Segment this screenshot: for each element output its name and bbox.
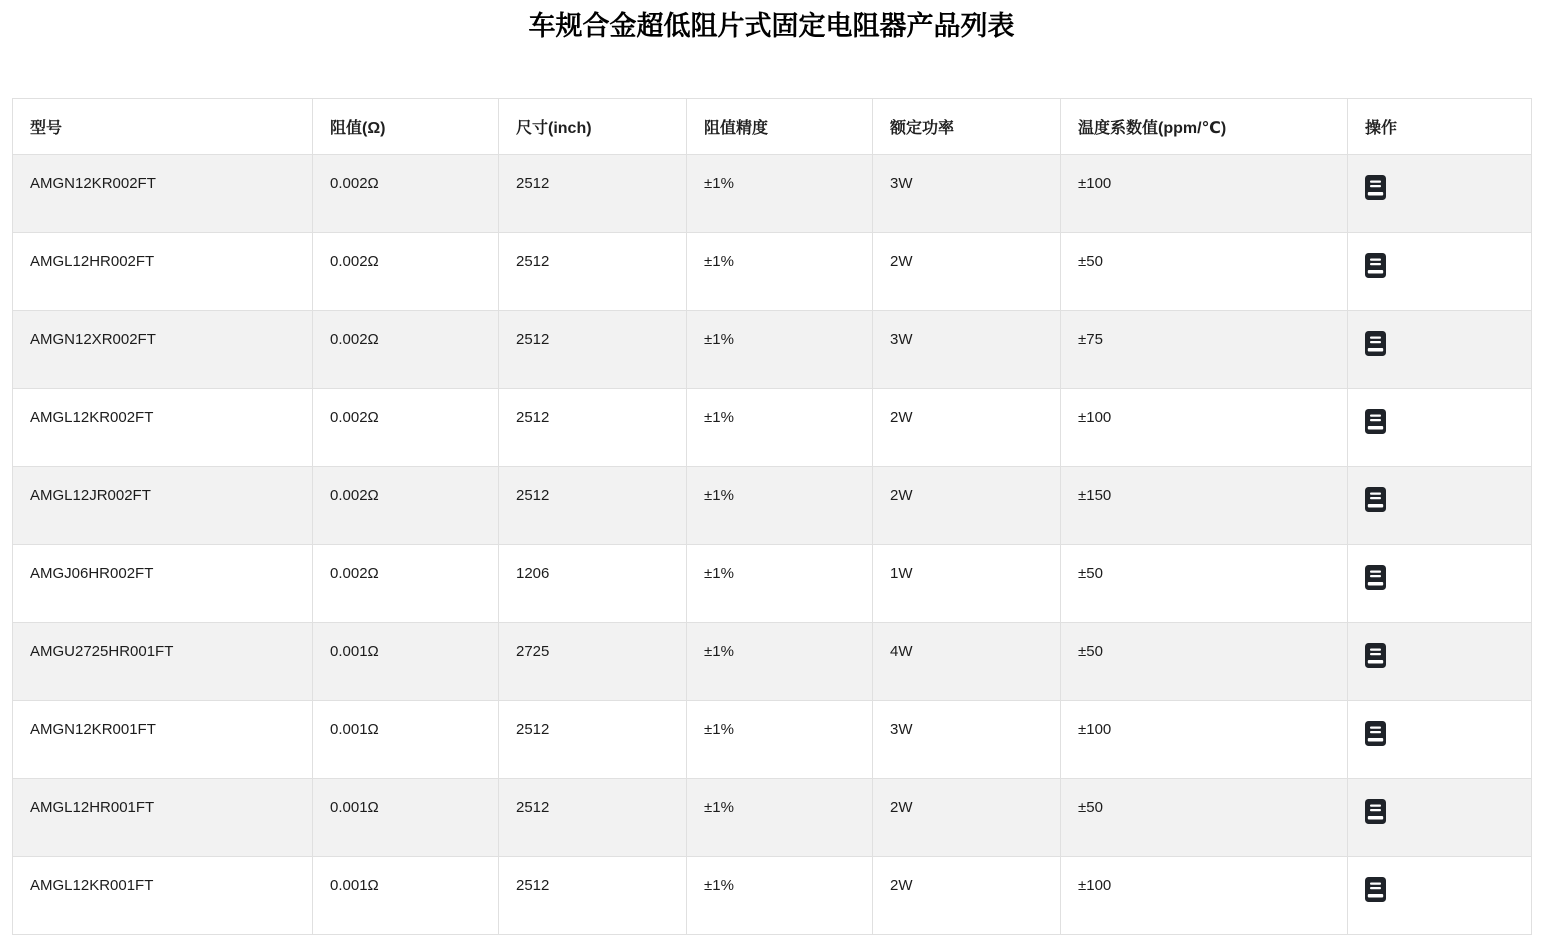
column-header-power: 额定功率 [873, 99, 1061, 155]
cell-action [1348, 701, 1532, 779]
table-row [13, 857, 1532, 935]
cell-resistance: 0.002Ω [313, 545, 499, 623]
view-detail-button[interactable] [1365, 253, 1386, 278]
cell-resistance: 0.001Ω [313, 779, 499, 857]
cell-model: AMGJ06HR002FT [13, 545, 313, 623]
cell-size: 2512 [499, 389, 687, 467]
cell-precision: ±1% [687, 545, 873, 623]
book-icon [1365, 409, 1386, 434]
cell-model: AMGL12KR001FT [13, 857, 313, 935]
column-header-size: 尺寸(inch) [499, 99, 687, 155]
view-detail-button[interactable] [1365, 331, 1386, 356]
book-icon [1365, 253, 1386, 278]
view-detail-button[interactable] [1365, 487, 1386, 512]
cell-model: AMGL12KR002FT [13, 389, 313, 467]
cell-size: 2512 [499, 467, 687, 545]
cell-tcr: ±50 [1061, 545, 1348, 623]
cell-power: 3W [873, 701, 1061, 779]
column-header-model: 型号 [13, 99, 313, 155]
cell-power: 4W [873, 623, 1061, 701]
cell-size: 1206 [499, 545, 687, 623]
cell-size: 2512 [499, 311, 687, 389]
cell-action [1348, 623, 1532, 701]
cell-resistance: 0.002Ω [313, 311, 499, 389]
cell-model: AMGU2725HR001FT [13, 623, 313, 701]
cell-tcr: ±150 [1061, 467, 1348, 545]
cell-model: AMGN12KR001FT [13, 701, 313, 779]
book-icon [1365, 565, 1386, 590]
table-row [13, 545, 1532, 623]
book-icon [1365, 643, 1386, 668]
column-header-action: 操作 [1348, 99, 1532, 155]
table-row [13, 233, 1532, 311]
table-header [13, 99, 1532, 155]
product-table-container [12, 98, 1531, 935]
cell-precision: ±1% [687, 623, 873, 701]
cell-action [1348, 779, 1532, 857]
cell-resistance: 0.001Ω [313, 623, 499, 701]
view-detail-button[interactable] [1365, 877, 1386, 902]
cell-resistance: 0.002Ω [313, 467, 499, 545]
view-detail-button[interactable] [1365, 721, 1386, 746]
cell-tcr: ±100 [1061, 155, 1348, 233]
cell-precision: ±1% [687, 155, 873, 233]
cell-precision: ±1% [687, 857, 873, 935]
cell-resistance: 0.001Ω [313, 857, 499, 935]
view-detail-button[interactable] [1365, 565, 1386, 590]
cell-resistance: 0.002Ω [313, 389, 499, 467]
cell-tcr: ±50 [1061, 233, 1348, 311]
cell-size: 2512 [499, 779, 687, 857]
cell-tcr: ±100 [1061, 701, 1348, 779]
book-icon [1365, 487, 1386, 512]
column-header-tcr: 温度系数值(ppm/℃) [1061, 99, 1348, 155]
cell-power: 2W [873, 233, 1061, 311]
cell-resistance: 0.002Ω [313, 155, 499, 233]
cell-power: 3W [873, 155, 1061, 233]
cell-tcr: ±100 [1061, 389, 1348, 467]
cell-model: AMGN12XR002FT [13, 311, 313, 389]
cell-model: AMGL12HR002FT [13, 233, 313, 311]
view-detail-button[interactable] [1365, 175, 1386, 200]
cell-tcr: ±75 [1061, 311, 1348, 389]
cell-precision: ±1% [687, 389, 873, 467]
cell-power: 3W [873, 311, 1061, 389]
cell-action [1348, 857, 1532, 935]
cell-size: 2512 [499, 701, 687, 779]
cell-model: AMGN12KR002FT [13, 155, 313, 233]
cell-power: 2W [873, 779, 1061, 857]
table-row [13, 467, 1532, 545]
book-icon [1365, 877, 1386, 902]
table-row [13, 779, 1532, 857]
cell-tcr: ±50 [1061, 779, 1348, 857]
table-row [13, 389, 1532, 467]
book-icon [1365, 175, 1386, 200]
table-row [13, 311, 1532, 389]
cell-model: AMGL12JR002FT [13, 467, 313, 545]
cell-action [1348, 389, 1532, 467]
cell-tcr: ±100 [1061, 857, 1348, 935]
cell-model: AMGL12HR001FT [13, 779, 313, 857]
product-table [12, 98, 1532, 935]
cell-precision: ±1% [687, 233, 873, 311]
cell-action [1348, 233, 1532, 311]
table-row [13, 701, 1532, 779]
cell-size: 2725 [499, 623, 687, 701]
cell-action [1348, 467, 1532, 545]
cell-power: 2W [873, 857, 1061, 935]
view-detail-button[interactable] [1365, 799, 1386, 824]
cell-resistance: 0.002Ω [313, 233, 499, 311]
cell-size: 2512 [499, 857, 687, 935]
book-icon [1365, 799, 1386, 824]
view-detail-button[interactable] [1365, 643, 1386, 668]
table-row [13, 155, 1532, 233]
cell-action [1348, 311, 1532, 389]
cell-tcr: ±50 [1061, 623, 1348, 701]
table-row [13, 623, 1532, 701]
table-body [13, 155, 1532, 935]
cell-precision: ±1% [687, 779, 873, 857]
column-header-precision: 阻值精度 [687, 99, 873, 155]
view-detail-button[interactable] [1365, 409, 1386, 434]
cell-size: 2512 [499, 155, 687, 233]
cell-precision: ±1% [687, 467, 873, 545]
cell-action [1348, 155, 1532, 233]
book-icon [1365, 331, 1386, 356]
cell-action [1348, 545, 1532, 623]
cell-precision: ±1% [687, 311, 873, 389]
page-title: 车规合金超低阻片式固定电阻器产品列表 [528, 11, 1015, 41]
cell-power: 2W [873, 467, 1061, 545]
cell-power: 1W [873, 545, 1061, 623]
column-header-resistance: 阻值(Ω) [313, 99, 499, 155]
header-row [13, 99, 1532, 155]
cell-size: 2512 [499, 233, 687, 311]
cell-resistance: 0.001Ω [313, 701, 499, 779]
book-icon [1365, 721, 1386, 746]
cell-precision: ±1% [687, 701, 873, 779]
cell-power: 2W [873, 389, 1061, 467]
